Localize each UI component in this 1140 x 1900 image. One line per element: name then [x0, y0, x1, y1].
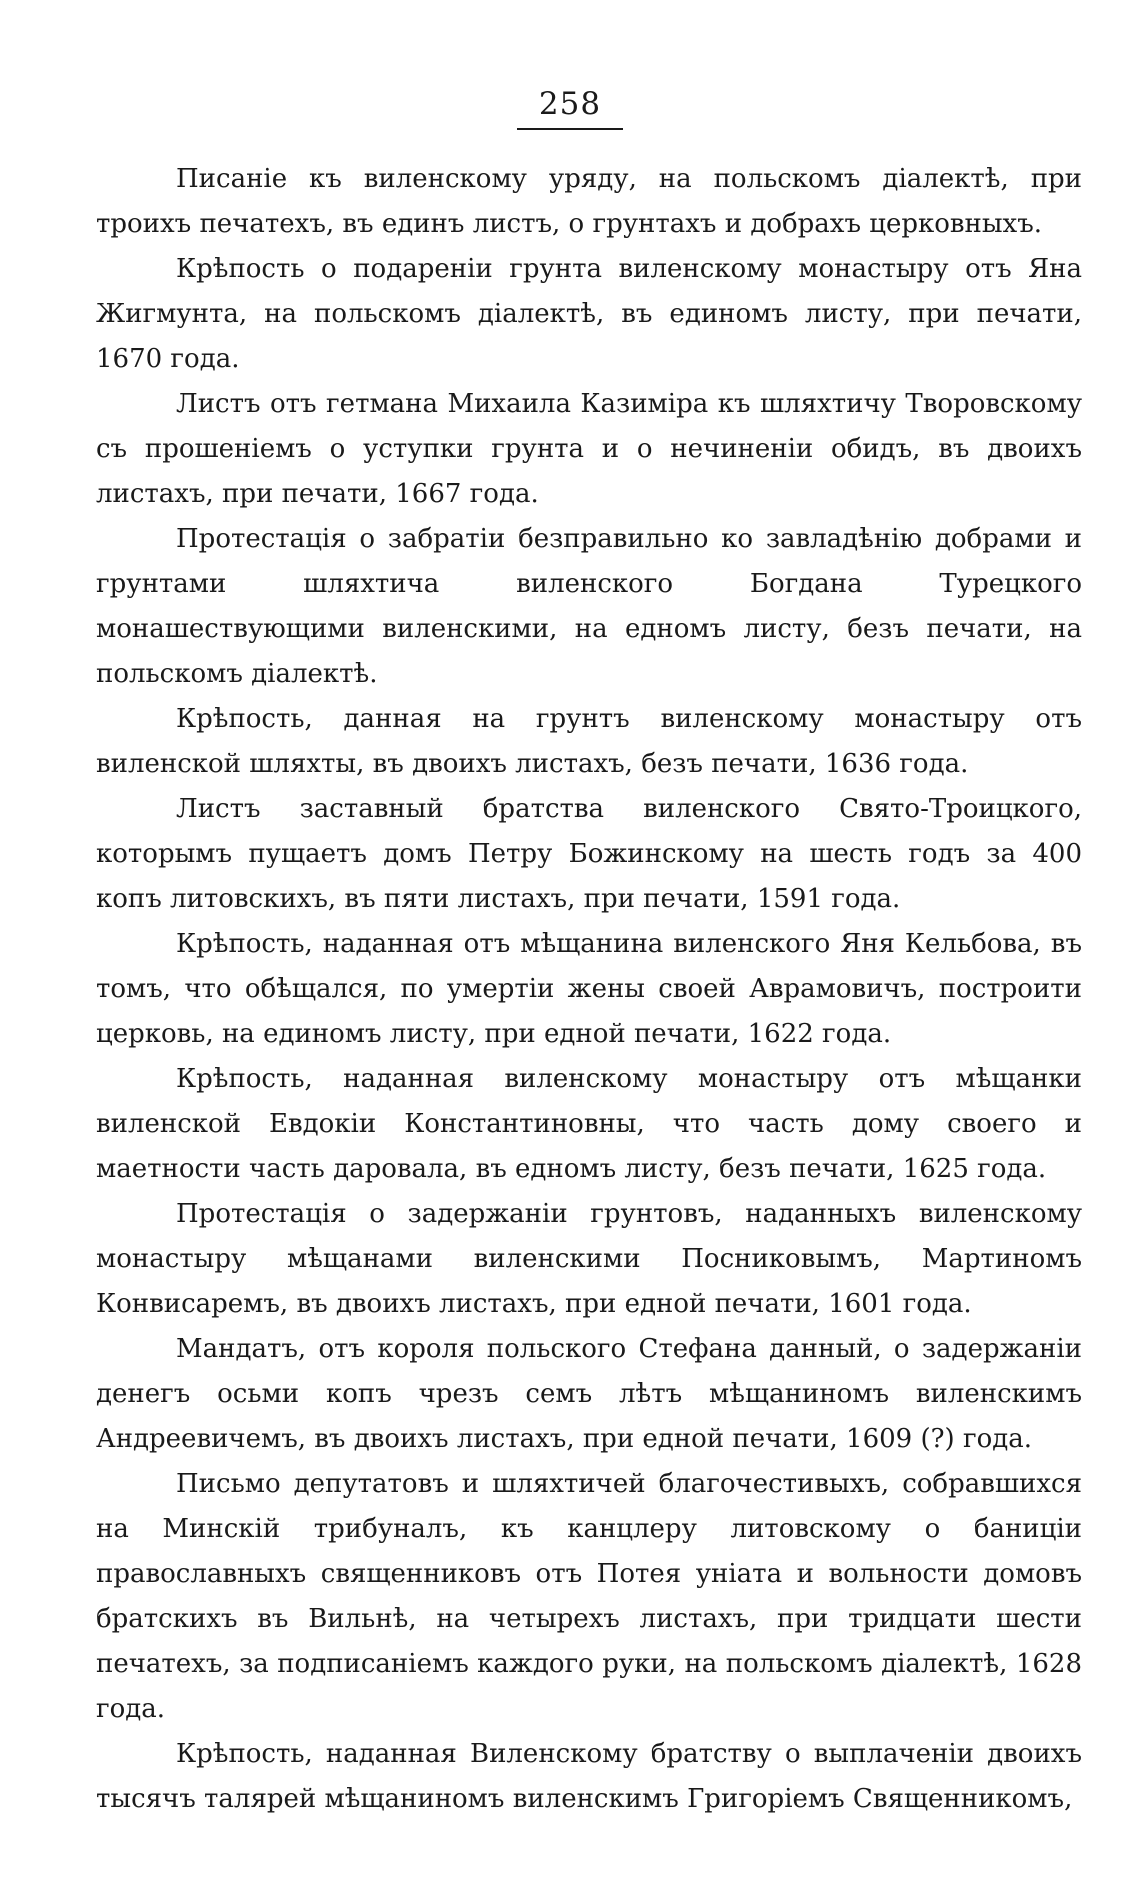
entry-paragraph: Крѣпость, наданная Виленскому братству о выплаченіи двоихъ тысячъ талярей мѣщаниномъ виленскимъ Григоріемъ Священникомъ,: [96, 1739, 1082, 1814]
entry-paragraph: Листъ отъ гетмана Михаила Казиміра къ шляхтичу Творовскому съ прошеніемъ о уступки грунта и о нечиненіи обидъ, въ двоихъ листахъ, при печати, 1667 года.: [96, 389, 1082, 509]
page-number-text: 258: [517, 86, 623, 130]
entry-paragraph: Крѣпость о подареніи грунта виленскому монастыру отъ Яна Жигмунта, на польскомъ діалектѣ, въ единомъ листу, при печати, 1670 года.: [96, 254, 1082, 374]
entry-paragraph: Письмо депутатовъ и шляхтичей благочестивыхъ, собравшихся на Минскій трибуналъ, къ канцлеру литовскому о баниціи православныхъ священниковъ отъ Потея уніата и вольности домовъ братскихъ въ Вильнѣ, на четырехъ листахъ, при тридцати шести печатехъ, за подписаніемъ каждого руки, на польскомъ діалектѣ, 1628 года.: [96, 1469, 1082, 1724]
entry-paragraph: Крѣпость, данная на грунтъ виленскому монастыру отъ виленской шляхты, въ двоихъ листахъ, безъ печати, 1636 года.: [96, 704, 1082, 779]
entry-paragraph: Протестація о забратіи безправильно ко завладѣнію добрами и грунтами шляхтича виленского Богдана Турецкого монашествующими виленскими, на едномъ листу, безъ печати, на польскомъ діалектѣ.: [96, 524, 1082, 689]
entry-paragraph: Писаніе къ виленскому уряду, на польскомъ діалектѣ, при троихъ печатехъ, въ единъ листъ, о грунтахъ и добрахъ церковныхъ.: [96, 164, 1082, 239]
entry-paragraph: Протестація о задержаніи грунтовъ, наданныхъ виленскому монастыру мѣщанами виленскими Посниковымъ, Мартиномъ Конвисаремъ, въ двоихъ листахъ, при едной печати, 1601 года.: [96, 1199, 1082, 1319]
entry-paragraph: Мандатъ, отъ короля польского Стефана данный, о задержаніи денегъ осьми копъ чрезъ семъ лѣтъ мѣщаниномъ виленскимъ Андреевичемъ, въ двоихъ листахъ, при едной печати, 1609 (?) года.: [96, 1334, 1082, 1454]
entry-paragraph: Крѣпость, наданная отъ мѣщанина виленского Яня Кельбова, въ томъ, что обѣщался, по умертіи жены своей Аврамовичъ, построити церковь, на единомъ листу, при едной печати, 1622 года.: [96, 929, 1082, 1049]
page-body: [96, 157, 1082, 1822]
entry-paragraph: Крѣпость, наданная виленскому монастыру отъ мѣщанки виленской Евдокіи Константиновны, что часть дому своего и маетности часть даровала, въ едномъ листу, безъ печати, 1625 года.: [96, 1064, 1082, 1184]
page-number: [0, 86, 1140, 130]
entry-paragraph: Листъ заставный братства виленского Свято-Троицкого, которымъ пущаетъ домъ Петру Божинскому на шесть годъ за 400 копъ литовскихъ, въ пяти листахъ, при печати, 1591 года.: [96, 794, 1082, 914]
